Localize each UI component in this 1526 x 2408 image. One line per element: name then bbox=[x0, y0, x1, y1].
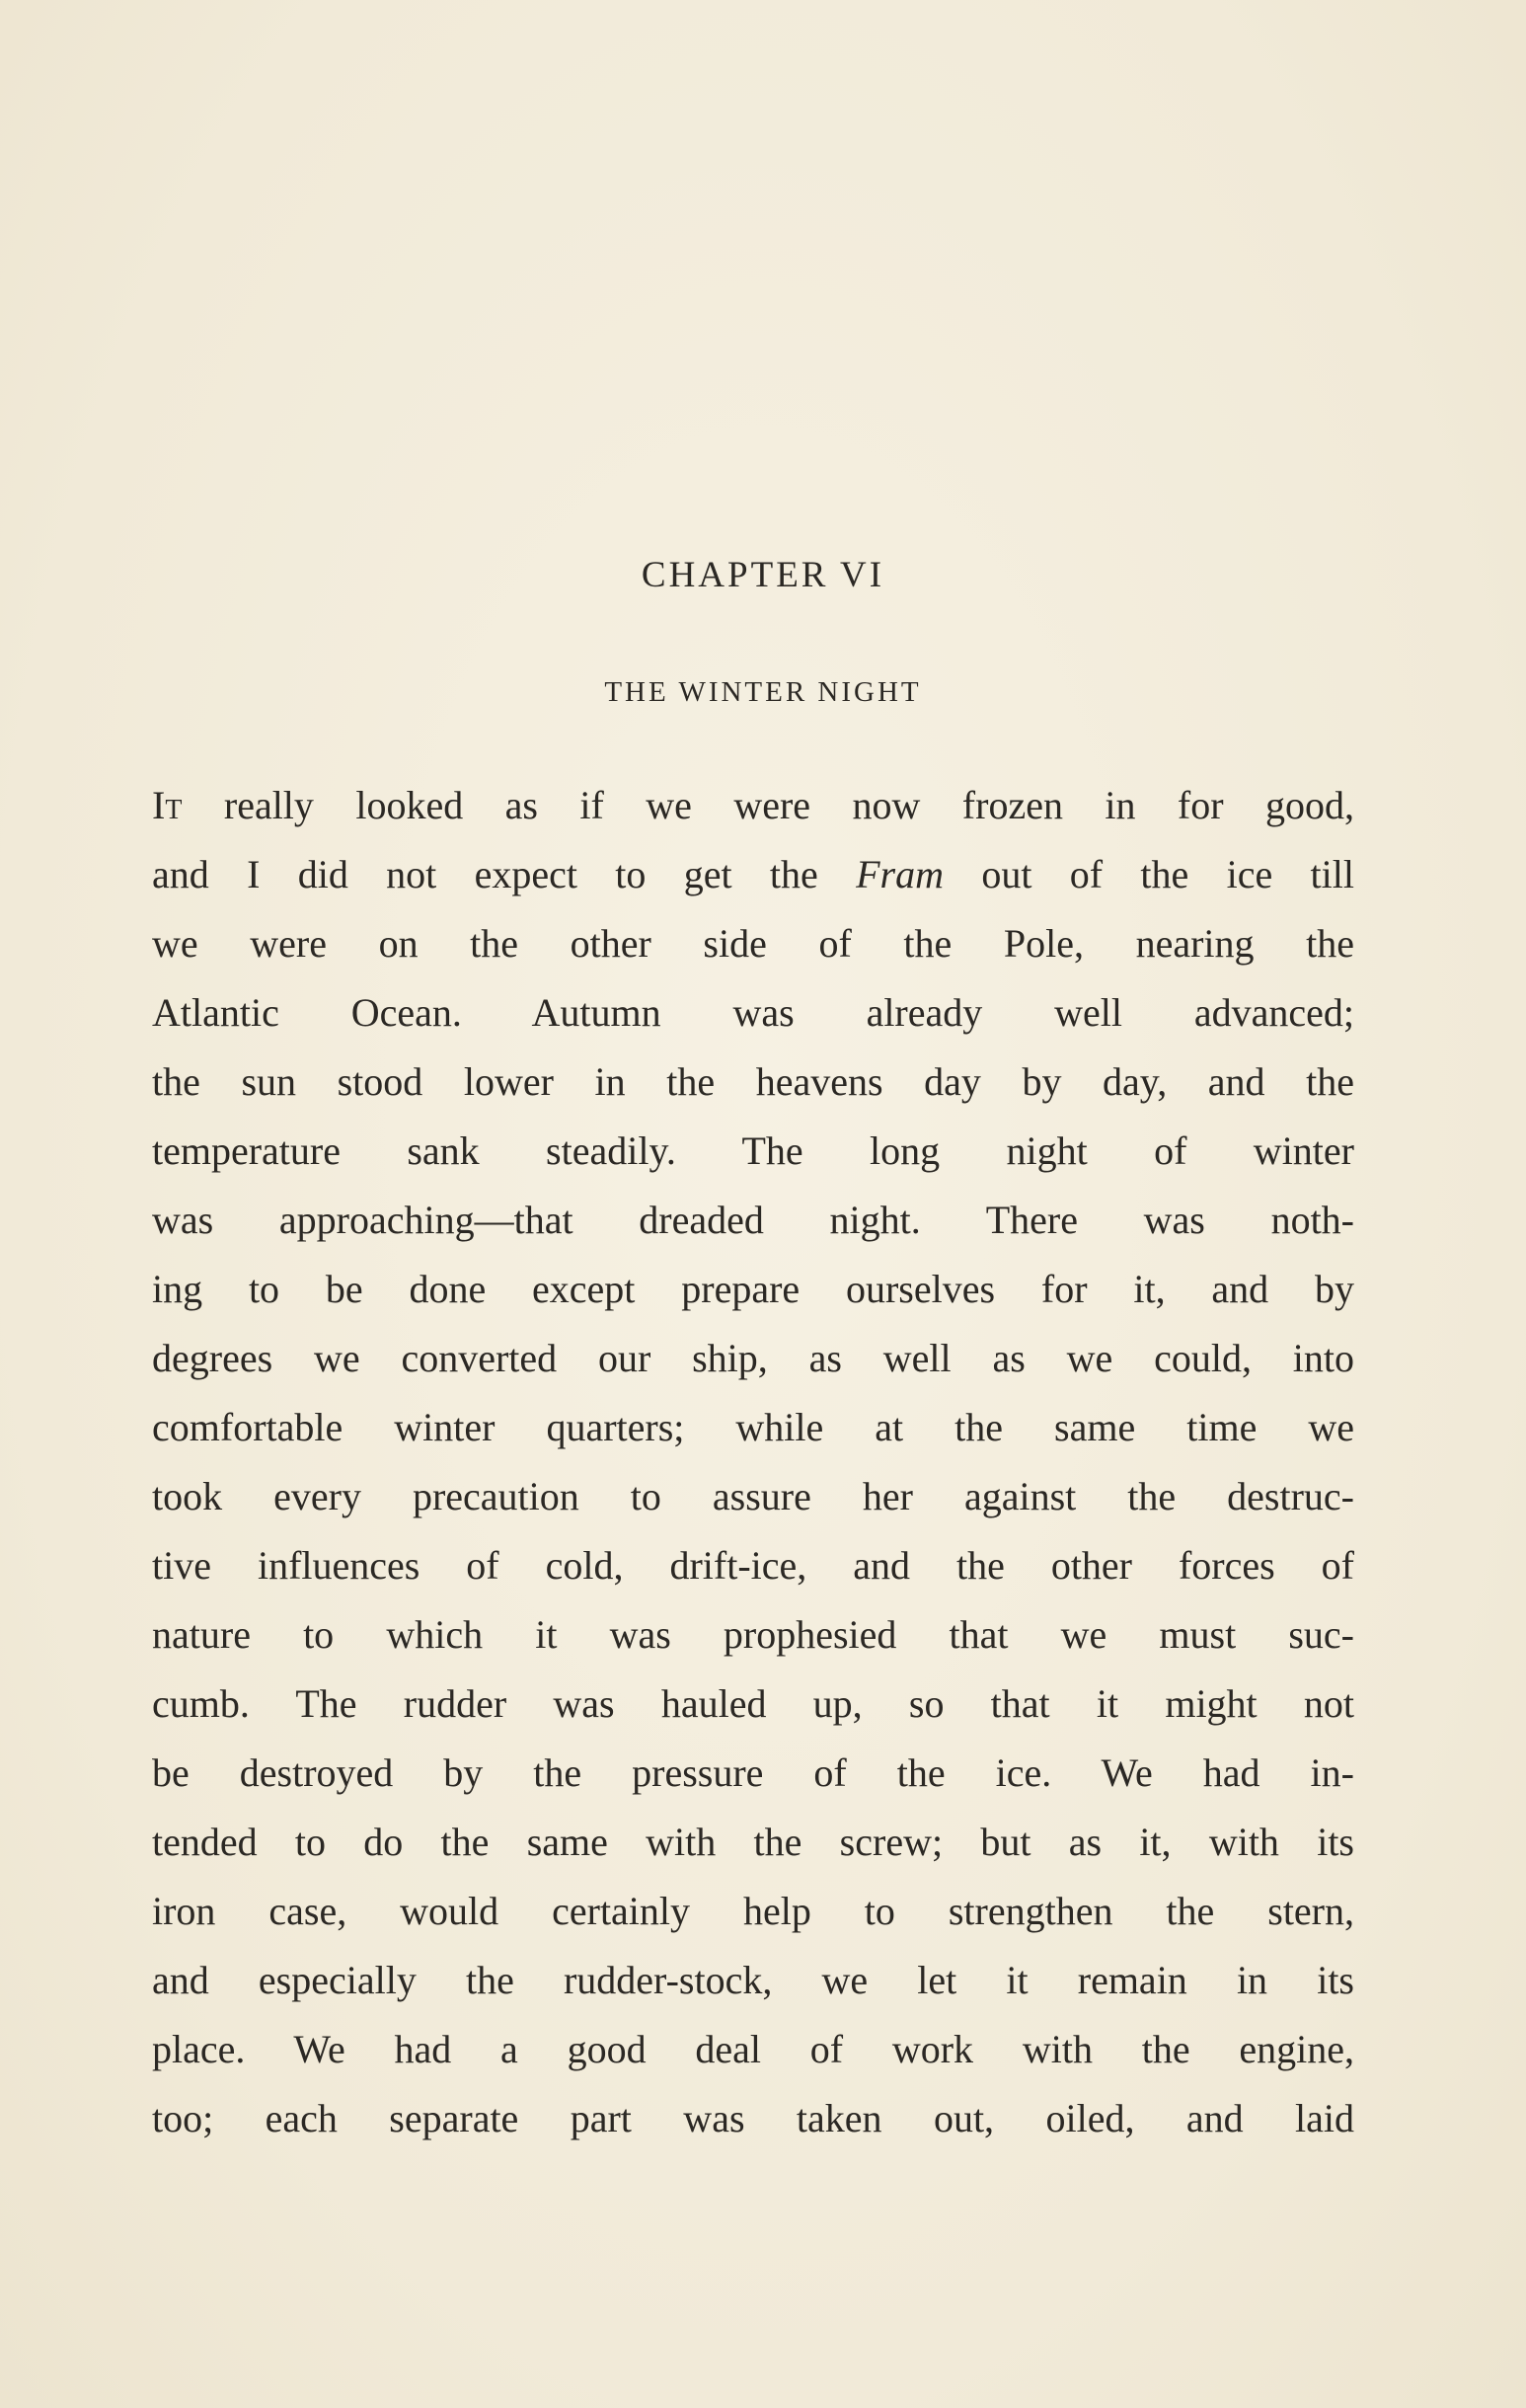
opening-initial: I bbox=[152, 783, 166, 827]
chapter-heading: CHAPTER VI bbox=[641, 555, 885, 595]
text-line: and especially the rudder-stock, we let it remain in its bbox=[152, 1958, 1354, 2002]
text-line-content bbox=[152, 771, 1354, 840]
text-line: Atlantic Ocean. Autumn was already well advanced; bbox=[152, 990, 1354, 1035]
text-line: cumb. The rudder was hauled up, so that it might not bbox=[152, 1681, 1354, 1726]
text-line: tended to do the same with the screw; but as it, with its bbox=[152, 1820, 1354, 1864]
text-line-end: out of the ice till bbox=[944, 852, 1355, 896]
ship-name: Fram bbox=[856, 852, 945, 896]
text-line: comfortable winter quarters; while at the same time we bbox=[152, 1405, 1354, 1449]
opening-word-rest: t bbox=[165, 783, 183, 827]
chapter-title: THE WINTER NIGHT bbox=[604, 676, 922, 708]
chapter-body-text bbox=[152, 771, 1354, 2153]
text-line: place. We had a good deal of work with the engine, bbox=[152, 2027, 1354, 2071]
text-line: took every precaution to assure her against the destruc- bbox=[152, 1474, 1354, 1518]
text-line: tive influences of cold, drift-ice, and the other forces of bbox=[152, 1543, 1354, 1588]
text-line: too; each separate part was taken out, oiled, and laid bbox=[152, 2096, 1354, 2140]
text-line-content bbox=[152, 840, 1354, 909]
text-line: degrees we converted our ship, as well as we could, into bbox=[152, 1336, 1354, 1380]
text-line: iron case, would certainly help to strengthen the stern, bbox=[152, 1889, 1354, 1933]
text-line: temperature sank steadily. The long night of winter bbox=[152, 1128, 1354, 1173]
text-line: we were on the other side of the Pole, nearing the bbox=[152, 921, 1354, 966]
text-line: nature to which it was prophesied that we must suc- bbox=[152, 1612, 1354, 1657]
text-line bbox=[152, 771, 1354, 840]
text-line bbox=[152, 840, 1354, 909]
text-line: ing to be done except prepare ourselves for it, and by bbox=[152, 1267, 1354, 1311]
text-line-rest: really looked as if we were now frozen in for good, bbox=[182, 783, 1354, 827]
text-line-start: and I did not expect to get the bbox=[152, 852, 857, 896]
text-line: be destroyed by the pressure of the ice. We had in- bbox=[152, 1750, 1354, 1795]
text-line: the sun stood lower in the heavens day by day, and the bbox=[152, 1059, 1354, 1104]
text-line: was approaching—that dreaded night. There was noth- bbox=[152, 1198, 1354, 1242]
